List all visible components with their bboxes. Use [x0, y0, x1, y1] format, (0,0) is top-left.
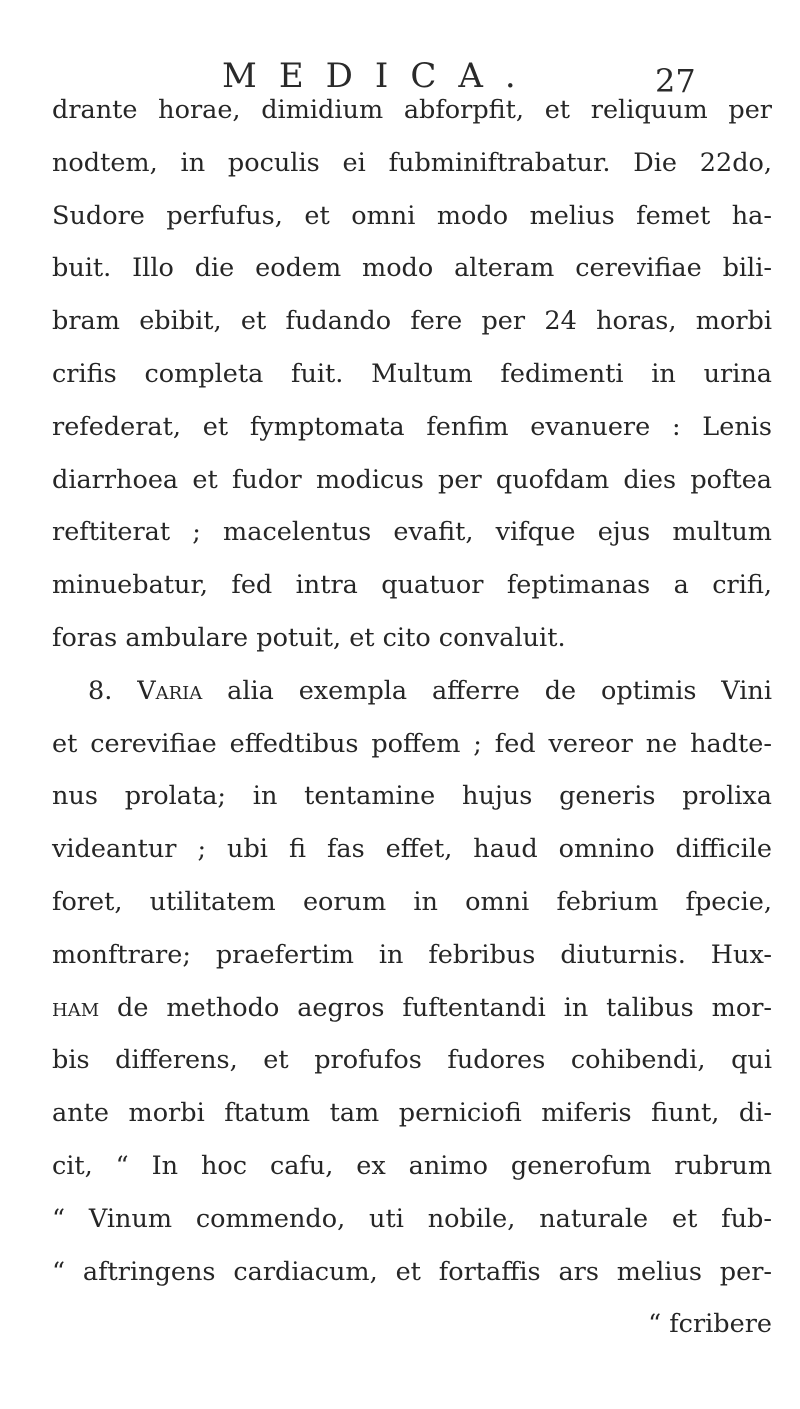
author-name-line [52, 929, 772, 982]
text-line: foret, utilitatem eorum in omni febrium fpecie, [52, 886, 772, 917]
text-line: alia exempla afferre de optimis Vini [227, 675, 773, 706]
page-number: 27 [655, 62, 696, 100]
text-line: monftrare; praefertim in febribus diuturnis. [52, 939, 686, 970]
body-text [52, 84, 772, 1351]
text-line: reftiterat ; macelentus evafit, vifque ejus multum [52, 517, 772, 548]
text-line: drante horae, dimidium abforpfit, et reliquum per [52, 95, 772, 125]
text-line: nodtem, in poculis ei fubminiftrabatur. Die 22do, [52, 147, 772, 178]
section-number: 8. [88, 675, 113, 706]
text-line: Sudore perfufus, et omni modo melius femet ha- [52, 200, 772, 231]
text-line: minuebatur, fed intra quatuor feptimanas a crifi, [52, 570, 772, 601]
text-line: diarrhoea et fudor modicus per quofdam dies poftea [52, 464, 772, 495]
quote-line: cit, “ In hoc cafu, ex animo generofum rubrum [52, 1150, 772, 1181]
author-name-line [52, 982, 772, 1035]
quote-line: “ Vinum commendo, uti nobile, naturale et fub- [52, 1203, 772, 1234]
text-line: bis differens, et profufos fudores cohibendi, qui [52, 1045, 772, 1076]
text-line: et cerevifiae effedtibus poffem ; fed vereor ne hadte- [52, 728, 772, 759]
text-line: buit. Illo die eodem modo alteram cerevifiae bili- [52, 253, 772, 284]
text-line: refederat, et fymptomata fenfim evanuere : Lenis [52, 411, 772, 442]
quote-line: “ aftringens cardiacum, et fortaffis ars melius per- [52, 1256, 772, 1287]
section-opening-line [52, 665, 772, 718]
author-name-end: ham [52, 992, 100, 1023]
running-title: MEDICA. [222, 56, 538, 96]
text-line: videantur ; ubi fi fas effet, haud omnino difficile [52, 834, 772, 865]
catchword-line: “ fcribere [648, 1309, 772, 1340]
section-lead-word: Varia [137, 675, 203, 706]
text-line: crifis completa fuit. Multum fedimenti in urina [52, 358, 772, 389]
text-line: foras ambulare potuit, et cito convaluit. [52, 622, 566, 653]
author-name-start: Hux- [710, 939, 773, 970]
text-line: nus prolata; in tentamine hujus generis prolixa [52, 781, 772, 812]
text-line: bram ebibit, et fudando fere per 24 horas, morbi [52, 306, 772, 337]
text-line: de methodo aegros fuftentandi in talibus mor- [117, 992, 773, 1023]
text-line: ante morbi ftatum tam perniciofi miferis fiunt, di- [52, 1098, 772, 1129]
